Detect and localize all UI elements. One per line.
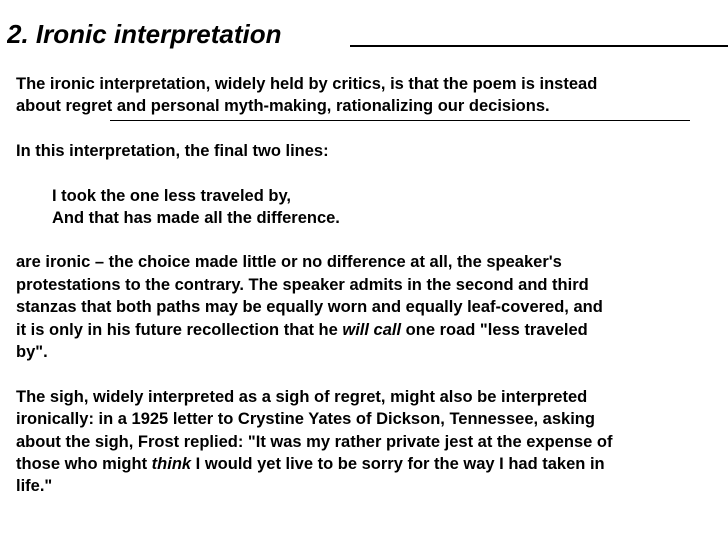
- text-line: life.": [16, 477, 53, 496]
- paragraph-intro: [16, 73, 716, 118]
- quote-line: I took the one less traveled by,: [52, 186, 292, 205]
- text-line: about regret and personal myth-making, rationalizing our decisions.: [16, 97, 550, 116]
- slide-body: [16, 73, 716, 498]
- text-line: by".: [16, 343, 48, 362]
- text-line: are ironic – the choice made little or no difference at all, the speaker's: [16, 253, 562, 272]
- paragraph-irony: [16, 251, 716, 363]
- text-line: about the sigh, Frost replied: "It was my rather private jest at the expense of: [16, 432, 613, 451]
- emphasis-text: will call: [342, 320, 402, 339]
- paragraph-lead-in: [16, 140, 716, 162]
- text-line: ironically: in a 1925 letter to Crystine Yates of Dickson, Tennessee, asking: [16, 410, 595, 429]
- quote-line: And that has made all the difference.: [52, 209, 340, 228]
- text-line: [16, 319, 716, 341]
- text-line: stanzas that both paths may be equally worn and equally leaf-covered, and: [16, 298, 603, 317]
- paragraph-sigh: [16, 386, 716, 498]
- text-line: protestations to the contrary. The speaker admits in the second and third: [16, 275, 589, 294]
- text-fragment: I would yet live to be sorry for the way I had taken in: [191, 455, 605, 474]
- emphasis-text: think: [151, 455, 192, 474]
- title-underline: [350, 45, 728, 47]
- text-line: The ironic interpretation, widely held by critics, is that the poem is instead: [16, 75, 598, 93]
- slide-title: 2. Ironic interpretation: [7, 19, 282, 49]
- text-fragment: it is only in his future recollection that he: [16, 320, 343, 339]
- text-line: [16, 453, 716, 475]
- text-line: In this interpretation, the final two lines:: [16, 142, 329, 161]
- poem-quote: [16, 185, 716, 230]
- text-fragment: one road "less traveled: [401, 320, 588, 339]
- text-line: The sigh, widely interpreted as a sigh of regret, might also be interpreted: [16, 387, 588, 406]
- text-fragment: those who might: [16, 455, 152, 474]
